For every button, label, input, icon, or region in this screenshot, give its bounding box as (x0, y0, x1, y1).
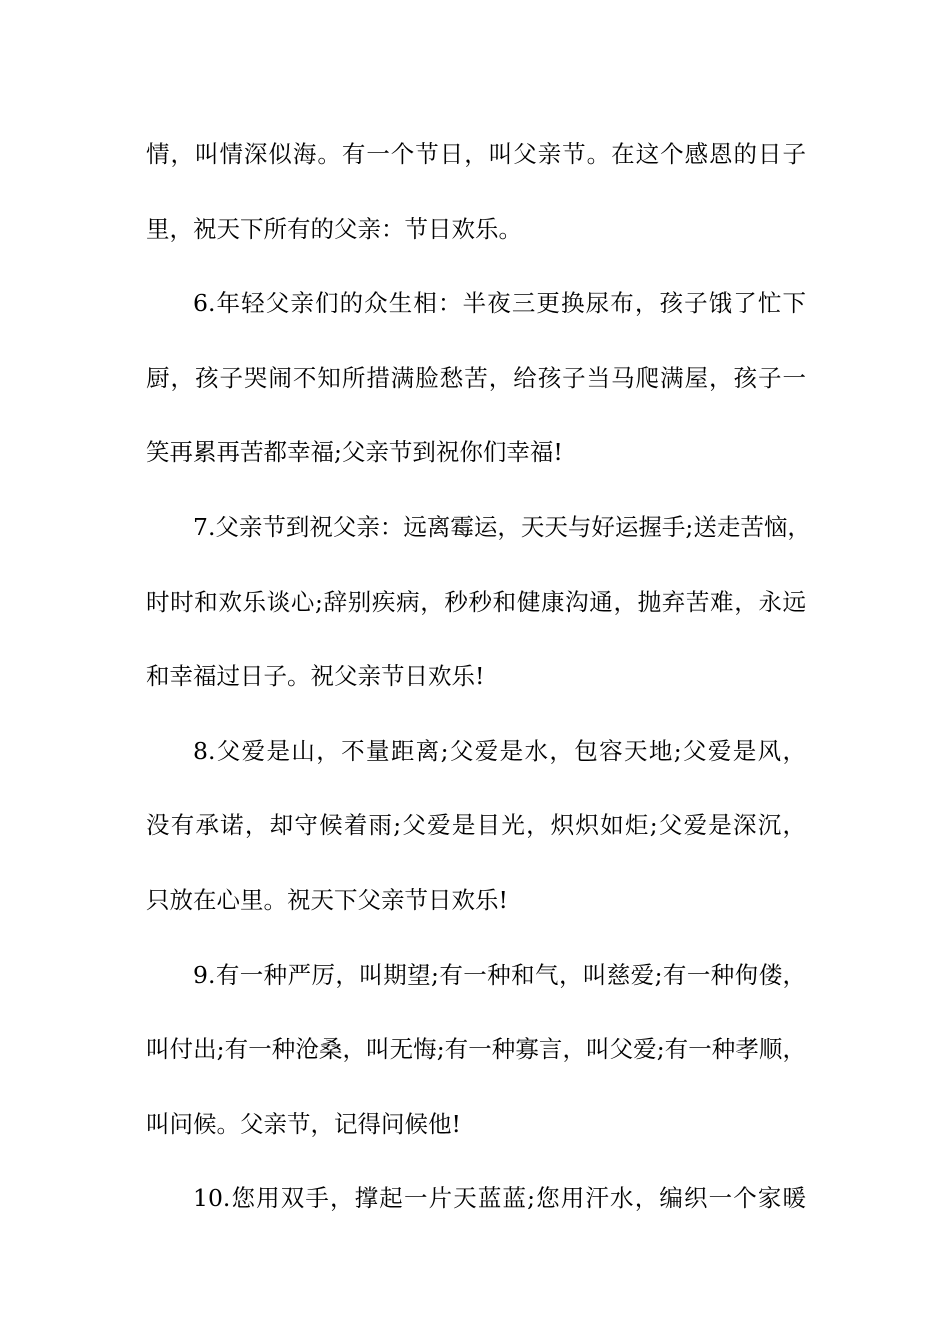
text-line: 笑再累再苦都幸福;父亲节到祝你们幸福! (146, 438, 563, 467)
paragraph-start-line: 10.您用双手，撑起一片天蓝蓝;您用汗水，编织一个家暖 (193, 1184, 806, 1213)
paragraph-start-line: 9.有一种严厉，叫期望;有一种和气，叫慈爱;有一种佝偻， (193, 960, 806, 989)
paragraph-start-line: 8.父爱是山，不量距离;父爱是水，包容天地;父爱是风， (193, 736, 806, 765)
body-text (146, 128, 811, 1247)
text-line: 叫付出;有一种沧桑，叫无悔;有一种寡言，叫父爱;有一种孝顺， (146, 1035, 806, 1064)
text-line: 时时和欢乐谈心;辞别疾病，秒秒和健康沟通，抛弃苦难，永远 (146, 587, 806, 616)
paragraph-start-line: 6.年轻父亲们的众生相：半夜三更换尿布，孩子饿了忙下 (193, 289, 806, 318)
paragraph-start-line: 7.父亲节到祝父亲：远离霉运，天天与好运握手;送走苦恼， (193, 512, 811, 541)
text-line: 厨，孩子哭闹不知所措满脸愁苦，给孩子当马爬满屋，孩子一 (146, 363, 806, 392)
text-line: 只放在心里。祝天下父亲节日欢乐! (146, 885, 508, 914)
text-line: 和幸福过日子。祝父亲节日欢乐! (146, 662, 485, 691)
text-line: 里，祝天下所有的父亲：节日欢乐。 (146, 214, 522, 243)
text-line: 没有承诺，却守候着雨;父爱是目光，炽炽如炬;父爱是深沉， (146, 811, 806, 840)
text-line: 情，叫情深似海。有一个节日，叫父亲节。在这个感恩的日子 (146, 140, 806, 168)
text-line: 叫问候。父亲节，记得问候他! (146, 1109, 461, 1138)
